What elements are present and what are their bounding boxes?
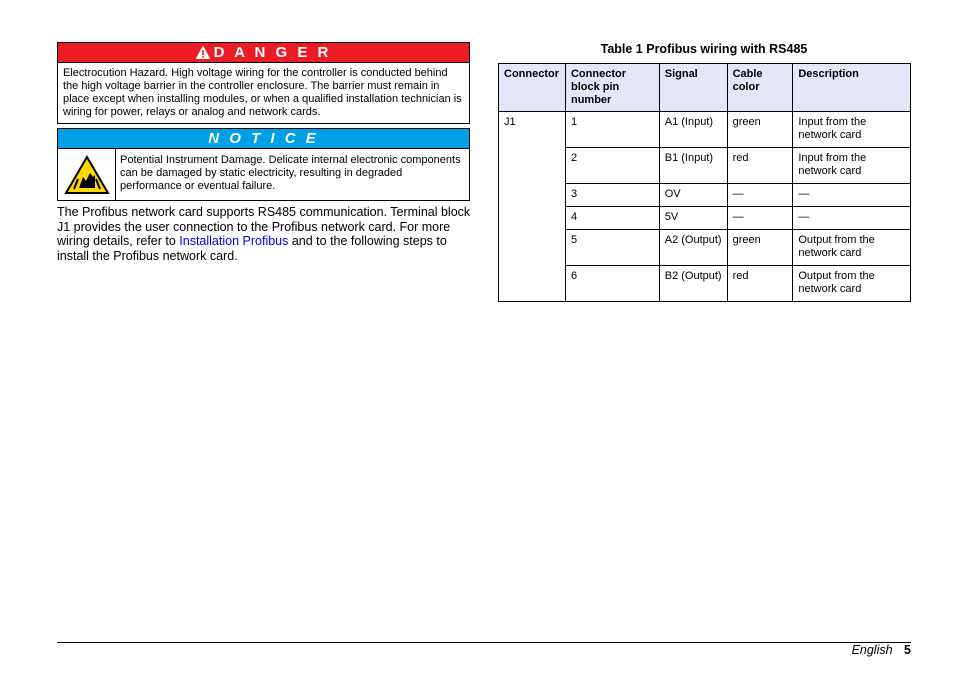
notice-icon-cell <box>58 149 116 200</box>
signal-cell: OV <box>659 184 727 207</box>
pin-cell: 4 <box>565 207 659 230</box>
footer-language: English <box>851 643 893 657</box>
signal-cell: A1 (Input) <box>659 112 727 148</box>
color-cell: green <box>727 112 793 148</box>
signal-cell: 5V <box>659 207 727 230</box>
danger-header <box>58 43 469 63</box>
pin-cell: 3 <box>565 184 659 207</box>
color-cell: red <box>727 266 793 302</box>
wiring-table <box>498 63 911 302</box>
notice-header <box>58 129 469 149</box>
notice-text: Potential Instrument Damage. Delicate internal electronic components can be damaged by static electricity, resulting in degraded performance or eventual failure. <box>120 154 461 192</box>
header-pin: Connector block pin number <box>565 64 659 112</box>
description-cell: — <box>793 184 911 207</box>
description-cell: Input from the network card <box>793 112 911 148</box>
danger-title: D A N G E R <box>213 44 332 61</box>
description-cell: Input from the network card <box>793 148 911 184</box>
notice-title: N O T I C E <box>208 130 319 147</box>
paragraph-part2: and to the following steps to install the Profibus network card. <box>57 234 447 263</box>
installation-profibus-link[interactable]: Installation Profibus <box>179 234 289 248</box>
description-cell: Output from the network card <box>793 266 911 302</box>
danger-text: Electrocution Hazard. High voltage wiring for the controller is conducted behind the high voltage barrier in the controller enclosure. The barrier must remain in place except when installing modules, or when a qualified installation technician is wiring for power, relays or analog and network cards. <box>63 67 462 118</box>
page-number: 5 <box>904 643 911 657</box>
color-cell: — <box>727 184 793 207</box>
description-cell: — <box>793 207 911 230</box>
signal-cell: B1 (Input) <box>659 148 727 184</box>
header-description: Description <box>793 64 911 112</box>
header-cable-color: Cable color <box>727 64 793 112</box>
description-cell: Output from the network card <box>793 230 911 266</box>
header-signal: Signal <box>659 64 727 112</box>
pin-cell: 6 <box>565 266 659 302</box>
danger-box <box>57 42 470 124</box>
pin-cell: 5 <box>565 230 659 266</box>
color-cell: red <box>727 148 793 184</box>
pin-cell: 1 <box>565 112 659 148</box>
table-header-row <box>499 64 911 112</box>
notice-body <box>58 149 469 200</box>
color-cell: — <box>727 207 793 230</box>
notice-box <box>57 128 470 201</box>
table-caption: Table 1 Profibus wiring with RS485 <box>600 42 808 56</box>
color-cell: green <box>727 230 793 266</box>
page-footer <box>852 643 911 657</box>
table-row <box>499 112 911 148</box>
paragraph-part1: The Profibus network card supports RS485 communication. Terminal block J1 provides the user connection to the Profibus network card. For more wiring details, refer to <box>57 205 471 248</box>
warning-icon <box>196 46 210 59</box>
connector-cell: J1 <box>499 112 566 302</box>
footer-divider <box>57 642 911 643</box>
esd-warning-icon <box>64 155 110 195</box>
pin-cell: 2 <box>565 148 659 184</box>
intro-paragraph <box>57 205 472 263</box>
signal-cell: B2 (Output) <box>659 266 727 302</box>
header-connector: Connector <box>499 64 566 112</box>
signal-cell: A2 (Output) <box>659 230 727 266</box>
